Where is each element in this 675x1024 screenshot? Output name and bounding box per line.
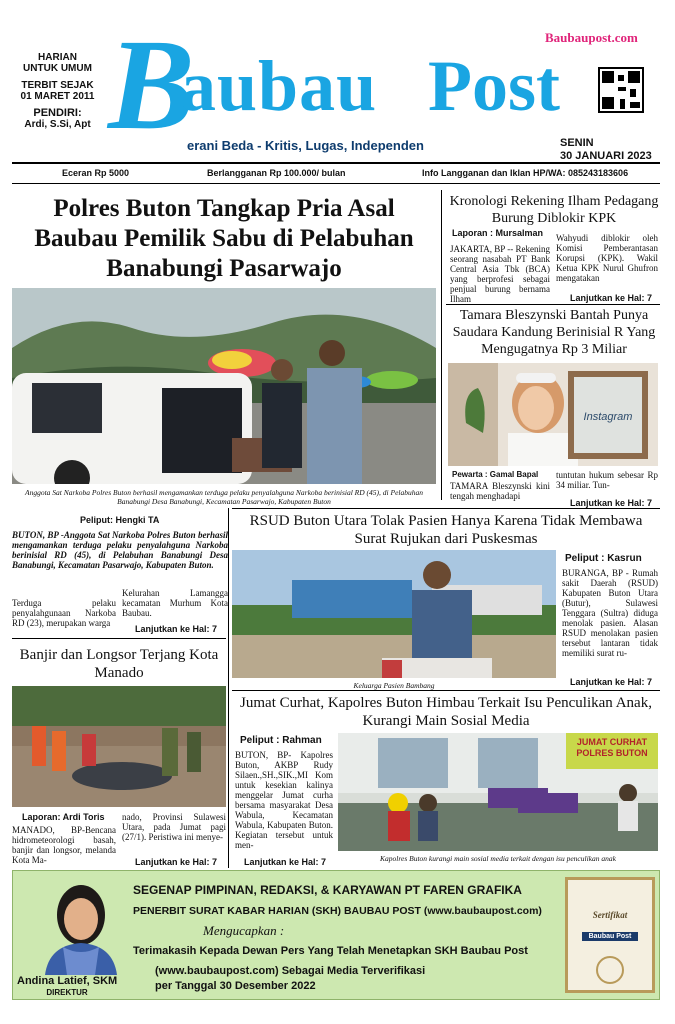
lead-photo <box>12 288 436 484</box>
logo-word-post: Post <box>428 46 560 126</box>
tamara-col2: tuntutan hukum sebesar Rp 34 miliar. Tun- <box>556 470 658 490</box>
founder-label: PENDIRI: <box>33 107 82 119</box>
lead-col2: Kelurahan Lamangga kecamatan Murhum Kota Baubau. <box>122 588 228 618</box>
kpk-divider <box>446 304 660 305</box>
certificate-seal-icon <box>596 956 624 984</box>
curhat-headline[interactable]: Jumat Curhat, Kapolres Buton Himbau Terkait Isu Penculikan Anak, Kurangi Main Sosial Media <box>240 695 652 729</box>
ad-line-4: Terimakasih Kepada Dewan Pers Yang Telah Menetapkan SKH Baubau Post <box>133 945 528 957</box>
ad-line-3: Mengucapkan : <box>203 923 285 938</box>
director-photo-image <box>35 877 127 975</box>
ad-line-5: (www.baubaupost.com) Sebagai Media Terverifikasi <box>155 965 426 977</box>
price-subscription: Berlangganan Rp 100.000/ bulan <box>207 168 346 178</box>
curhat-caption: Kapolres Buton kurangi main sosial media terkait dengan isu penculikan anak <box>380 854 616 863</box>
tagline: erani Beda - Kritis, Lugas, Independen <box>187 138 424 153</box>
rsud-byline: Peliput : Kasrun <box>565 553 642 564</box>
since-date: 01 MARET 2011 <box>20 91 95 102</box>
issue-date <box>560 137 652 163</box>
manado-col2: nado, Provinsi Sulawesi Utara, pada Jumat pagi (27/1). Peristiwa ini menye- <box>122 812 226 842</box>
rsud-divider <box>232 508 660 509</box>
founder-name: Ardi, S.Si, Apt <box>24 119 91 130</box>
ad-line-6: per Tanggal 30 Desember 2022 <box>155 980 316 992</box>
curhat-photo <box>338 733 658 851</box>
tamara-col1: TAMARA Bleszynski kini tengah menghadapi <box>450 481 550 501</box>
rsud-photo <box>232 550 556 678</box>
kpk-headline[interactable]: Kronologi Rekening Ilham Pedagang Burung Diblokir KPK <box>449 194 659 226</box>
lead-byline: Peliput: Hengki TA <box>80 515 160 525</box>
manado-divider <box>12 638 226 639</box>
logo-word-baubau: aubau <box>180 46 378 126</box>
lead-lede: BUTON, BP -Anggota Sat Narkoba Polres Buton berhasil mengamankan terduga pelaku penyalahguna Narkoba berinisial RD (45), di Pelabuhan Banabungi Desa Banabungi, Kecamatan Pasarwajo, Kabupaten Buton. <box>12 530 228 570</box>
kpk-continued-link[interactable]: Lanjutkan ke Hal: 7 <box>570 293 653 303</box>
certificate-title: Sertifikat <box>592 910 628 920</box>
lead-caption: Anggota Sat Narkoba Polres Buton berhasil mengamankan terduga pelaku penyalahguna Narkoba berinisial RD (45), di Pelabuhan Banabungi Desa Banabungi, Kecamatan Pasarwajo, Kabupaten Buton <box>24 488 423 506</box>
qr-code-icon <box>598 67 644 113</box>
director-photo <box>35 877 127 975</box>
since-label: TERBIT SEJAK <box>21 80 94 91</box>
manado-continued-link[interactable]: Lanjutkan ke Hal: 7 <box>135 857 218 867</box>
ad-line-1: SEGENAP PIMPINAN, REDAKSI, & KARYAWAN PT FAREN GRAFIKA <box>133 883 522 897</box>
manado-photo <box>12 686 226 807</box>
frequency: HARIAN <box>38 52 77 63</box>
manado-headline[interactable]: Banjir dan Longsor Terjang Kota Manado <box>19 647 219 681</box>
rsud-headline[interactable]: RSUD Buton Utara Tolak Pasien Hanya Karena Tidak Membawa Surat Rujukan dari Puskesmas <box>249 513 643 547</box>
price-retail: Eceran Rp 5000 <box>62 168 130 178</box>
logo-letter: B <box>108 13 195 157</box>
issue-date-text: 30 JANUARI 2023 <box>560 150 652 162</box>
ad-line-2: PENERBIT SURAT KABAR HARIAN (SKH) BAUBAU POST (www.baubaupost.com) <box>133 905 542 917</box>
infobar-rule <box>12 183 660 184</box>
certificate-logo: Baubau Post <box>582 932 638 941</box>
certificate <box>565 877 655 993</box>
manado-photo-image <box>12 686 226 807</box>
tamara-headline[interactable]: Tamara Bleszynski Bantah Punya Saudara Kandung Berinisial R Yang Mengugatnya Rp 3 Miliar <box>452 308 656 357</box>
kpk-col2: Wahyudi diblokir oleh Komisi Pemberantasan Korupsi (KPK). Wakil Ketua KPK Nurul Ghufron mengatakan <box>556 233 658 283</box>
lead-column-divider <box>228 508 229 868</box>
column-divider <box>441 190 442 500</box>
tamara-byline: Pewarta : Gamal Bapal <box>452 470 539 479</box>
contact-info: Info Langganan dan Iklan HP/WA: 085243183606 <box>422 168 629 178</box>
tamara-continued-link[interactable]: Lanjutkan ke Hal: 7 <box>570 498 653 508</box>
curhat-body: BUTON, BP- Kapolres Buton, AKBP Rudy Silaen.,SH.,SIK.,MI Kom untuk kesekian kalinya menggelar Jumat curha bersama masyarakat Desa Wabula, Kecamatan Wabula, Kabupaten Buton. Kegiatan tersebut untuk men- <box>235 750 333 850</box>
lead-photo-image <box>12 288 436 484</box>
masthead-info <box>10 52 105 130</box>
rsud-caption: Keluarga Pasien Bambang <box>353 681 435 690</box>
issue-day: SENIN <box>560 137 594 149</box>
tamara-photo <box>448 363 658 466</box>
director-name: Andina Latief, SKM <box>17 975 118 987</box>
director-title: DIREKTUR <box>46 988 88 997</box>
lead-headline[interactable]: Polres Buton Tangkap Pria Asal Baubau Pemilik Sabu di Pelabuhan Banabungi Pasarwajo <box>34 195 414 282</box>
rsud-photo-image <box>232 550 556 678</box>
masthead-rule <box>12 162 660 164</box>
lead-continued-link[interactable]: Lanjutkan ke Hal: 7 <box>135 624 218 634</box>
curhat-divider <box>232 690 660 691</box>
website-url[interactable]: Baubaupost.com <box>545 30 638 45</box>
curhat-continued-link[interactable]: Lanjutkan ke Hal: 7 <box>244 857 327 867</box>
kpk-byline: Laporan : Mursalman <box>452 228 544 238</box>
curhat-banner: JUMAT CURHAT POLRES BUTON <box>576 737 648 758</box>
curhat-byline: Peliput : Rahman <box>240 735 322 746</box>
manado-byline: Laporan: Ardi Toris <box>22 812 105 822</box>
instagram-sign: Instagram <box>583 411 633 423</box>
kpk-col1: JAKARTA, BP -- Rekening seorang nasabah PT Bank Central Asia Tbk (BCA) yang berprofesi sebagai penjual burung bernama Ilham <box>450 244 550 304</box>
lead-col1: Terduga pelaku penyalahgunaan Narkoba RD (23), merupakan warga <box>12 598 116 628</box>
congratulations-ad <box>12 870 660 1000</box>
rsud-continued-link[interactable]: Lanjutkan ke Hal: 7 <box>570 677 653 687</box>
rsud-body: BURANGA, BP - Rumah sakit Daerah (RSUD) Kabupaten Buton Utara (Butur), Sulawesi Tenggara (Sultra) diduga menolak pasien. Alasan RSUD menolakan pasien tersebut lantaran tidak memiliki surat ru- <box>562 568 658 658</box>
audience: UNTUK UMUM <box>23 63 92 74</box>
manado-col1: MANADO, BP-Bencana hidrometeorologi basah, banjir dan longsor, melanda Kota Ma- <box>12 825 116 865</box>
